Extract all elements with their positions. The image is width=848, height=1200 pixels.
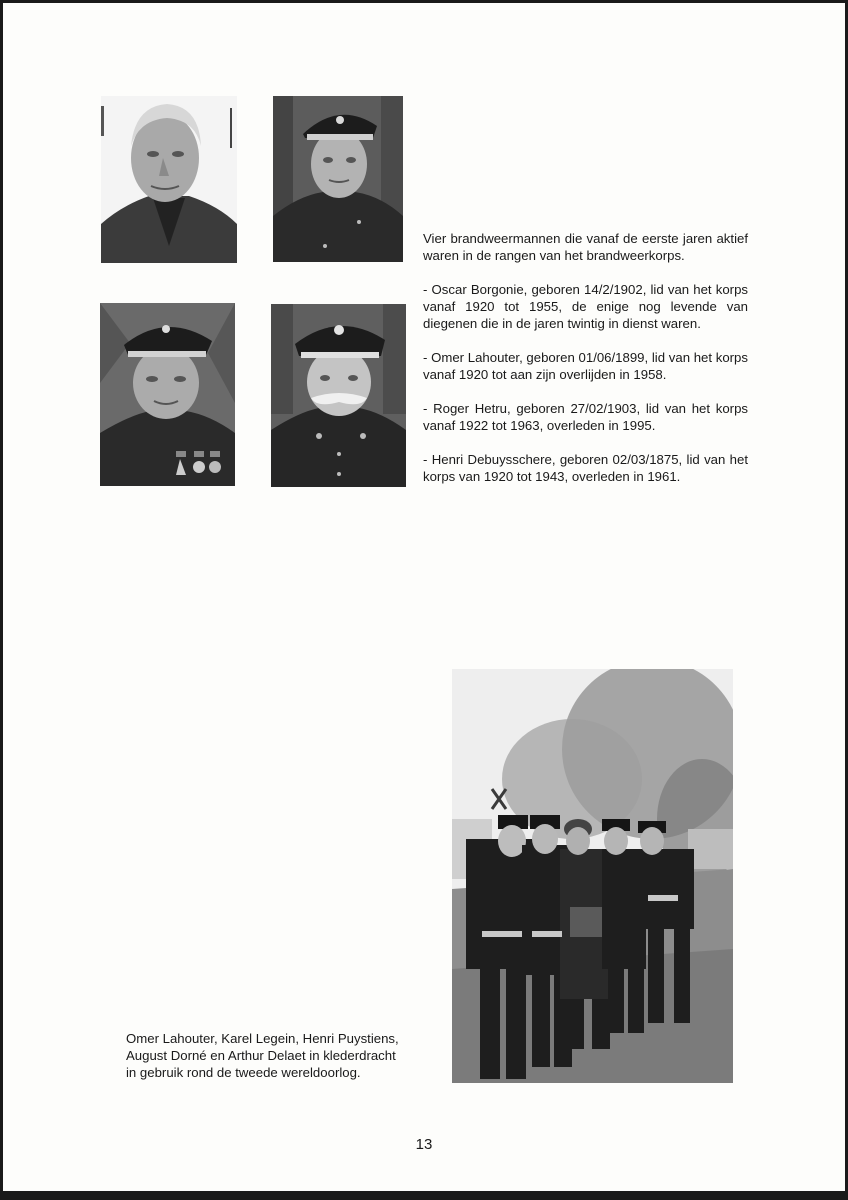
portrait-photo-3 bbox=[100, 303, 235, 486]
page-number: 13 bbox=[415, 1136, 433, 1153]
document-page bbox=[3, 3, 845, 1191]
portraits-caption bbox=[423, 230, 748, 502]
group-photo bbox=[452, 669, 733, 1083]
caption-oscar-borgonie: - Oscar Borgonie, geboren 14/2/1902, lid van het korps vanaf 1920 tot 1955, de enige nog levende van diegenen die in de jaren twintig in dienst waren. bbox=[423, 282, 748, 331]
portrait-photo-2 bbox=[273, 96, 403, 262]
group-photo-caption bbox=[126, 1030, 436, 1081]
caption-omer-lahouter: - Omer Lahouter, geboren 01/06/1899, lid van het korps vanaf 1920 tot aan zijn overlijden in 1958. bbox=[423, 350, 748, 382]
group-caption-line: August Dorné en Arthur Delaet in klederdracht bbox=[126, 1048, 396, 1063]
group-caption-line: Omer Lahouter, Karel Legein, Henri Puystiens, bbox=[126, 1031, 399, 1046]
caption-intro-paragraph: Vier brandweermannen die vanaf de eerste jaren aktief waren in de rangen van het brandweerkorps. bbox=[423, 231, 748, 263]
group-caption-line: in gebruik rond de tweede wereldoorlog. bbox=[126, 1065, 361, 1080]
portrait-photo-1 bbox=[101, 96, 237, 263]
caption-henri-debuysschere: - Henri Debuysschere, geboren 02/03/1875, lid van het korps van 1920 tot 1943, overleden in 1961. bbox=[423, 452, 748, 484]
portrait-photo-4 bbox=[271, 304, 406, 487]
caption-roger-hetru: - Roger Hetru, geboren 27/02/1903, lid van het korps vanaf 1922 tot 1963, overleden in 1995. bbox=[423, 401, 748, 433]
